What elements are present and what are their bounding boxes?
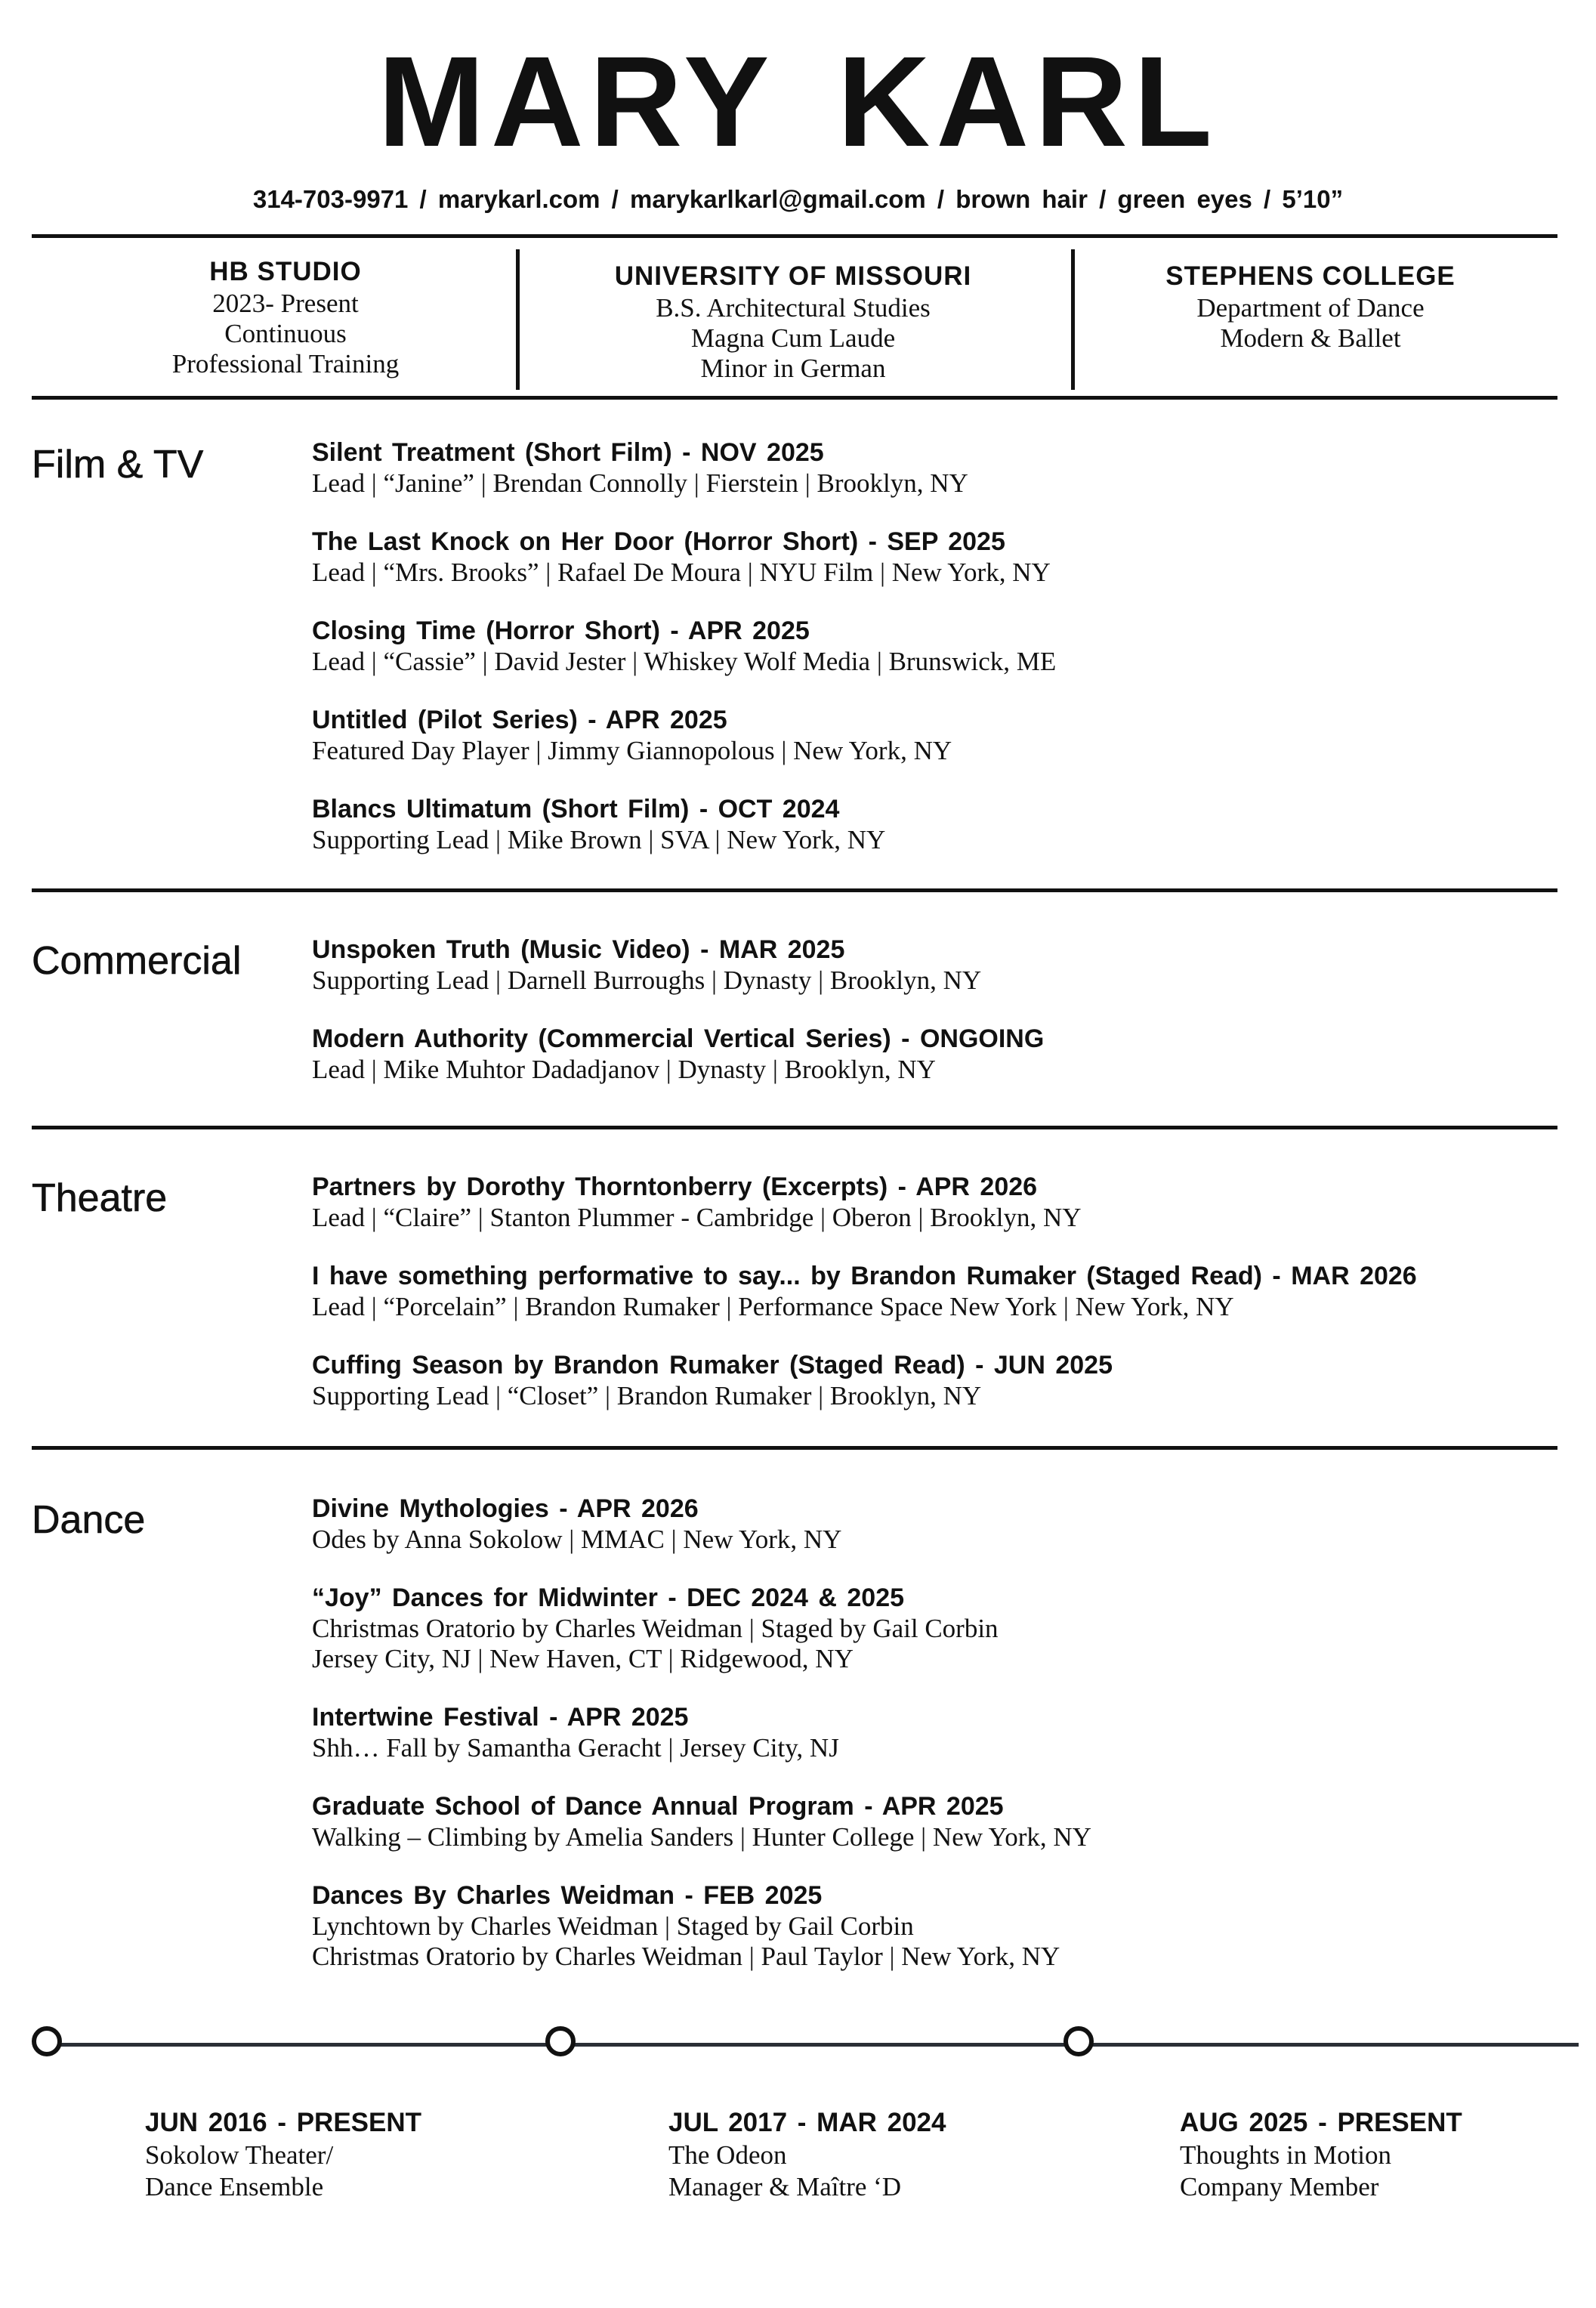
credit-entry xyxy=(312,1493,1581,1555)
credit-details: Supporting Lead | Mike Brown | SVA | New York, NY xyxy=(312,825,886,854)
timeline-detail: Thoughts in Motion xyxy=(1180,2140,1392,2170)
divider xyxy=(32,1126,1557,1129)
credit-entry xyxy=(312,1349,1581,1411)
credit-title: Dances By Charles Weidman - FEB 2025 xyxy=(312,1881,823,1910)
education-line: 2023- Present xyxy=(212,289,359,318)
credit-details: Odes by Anna Sokolow | MMAC | New York, NY xyxy=(312,1525,842,1554)
credit-details: Supporting Lead | Darnell Burroughs | Dynasty | Brooklyn, NY xyxy=(312,966,982,995)
divider xyxy=(32,888,1557,892)
education-title: STEPHENS COLLEGE xyxy=(1165,261,1456,291)
section-label-film-tv: Film & TV xyxy=(32,443,204,487)
education-title: HB STUDIO xyxy=(209,257,362,286)
section-label-dance: Dance xyxy=(32,1498,146,1542)
credit-entry xyxy=(312,793,1581,855)
credit-entry xyxy=(312,1023,1581,1085)
dance-entries xyxy=(312,1493,1581,1999)
timeline-detail: Manager & Maître ‘D xyxy=(668,2172,902,2201)
credit-entry xyxy=(312,1582,1581,1674)
theatre-entries xyxy=(312,1171,1581,1438)
divider xyxy=(32,234,1557,238)
credit-details: Lead | “Cassie” | David Jester | Whiskey Wolf Media | Brunswick, ME xyxy=(312,647,1057,676)
education-line: Minor in German xyxy=(700,354,886,383)
credit-details: Lynchtown by Charles Weidman | Staged by Gail Corbin xyxy=(312,1911,914,1941)
credit-details: Jersey City, NJ | New Haven, CT | Ridgewood, NY xyxy=(312,1644,854,1673)
timeline-node xyxy=(32,2026,62,2056)
credit-title: Divine Mythologies - APR 2026 xyxy=(312,1494,699,1523)
education-university-of-missouri xyxy=(551,260,1035,384)
section-label-commercial: Commercial xyxy=(32,939,242,983)
credit-title: Modern Authority (Commercial Vertical Series) - ONGOING xyxy=(312,1024,1045,1053)
credit-details: Lead | “Porcelain” | Brandon Rumaker | Performance Space New York | New York, NY xyxy=(312,1292,1234,1321)
credit-title: “Joy” Dances for Midwinter - DEC 2024 & 2025 xyxy=(312,1583,905,1612)
timeline-detail: The Odeon xyxy=(668,2140,787,2170)
credit-entry xyxy=(312,1880,1581,1972)
film-tv-entries xyxy=(312,437,1581,882)
timeline-node xyxy=(545,2026,576,2056)
section-label-theatre: Theatre xyxy=(32,1176,168,1220)
credit-entry xyxy=(312,1260,1581,1322)
credit-details: Featured Day Player | Jimmy Giannopolous | New York, NY xyxy=(312,736,952,765)
timeline-date: JUL 2017 - MAR 2024 xyxy=(668,2108,946,2137)
credit-title: Intertwine Festival - APR 2025 xyxy=(312,1703,689,1732)
timeline-detail: Dance Ensemble xyxy=(145,2172,324,2201)
credit-title: Closing Time (Horror Short) - APR 2025 xyxy=(312,616,810,645)
credit-details: Christmas Oratorio by Charles Weidman | Staged by Gail Corbin xyxy=(312,1614,999,1643)
credit-entry xyxy=(312,526,1581,588)
education-stephens-college xyxy=(1069,260,1552,354)
credit-entry xyxy=(312,1790,1581,1852)
timeline-line xyxy=(45,2043,1579,2047)
credit-title: The Last Knock on Her Door (Horror Short) - SEP 2025 xyxy=(312,527,1005,556)
timeline-date: JUN 2016 - PRESENT xyxy=(145,2108,422,2137)
credit-details: Lead | Mike Muhtor Dadadjanov | Dynasty | Brooklyn, NY xyxy=(312,1055,936,1084)
education-line: B.S. Architectural Studies xyxy=(656,293,931,323)
divider xyxy=(32,1446,1557,1450)
credit-details: Lead | “Janine” | Brendan Connolly | Fierstein | Brooklyn, NY xyxy=(312,468,968,498)
credit-title: Graduate School of Dance Annual Program - APR 2025 xyxy=(312,1792,1004,1821)
education-line: Modern & Ballet xyxy=(1220,323,1401,353)
contact-line: 314-703-9971 / marykarl.com / marykarlkarl@gmail.com / brown hair / green eyes / 5’10” xyxy=(252,185,1344,213)
credit-title: Unspoken Truth (Music Video) - MAR 2025 xyxy=(312,935,845,964)
credit-entry xyxy=(312,1171,1581,1233)
credit-entry xyxy=(312,934,1581,996)
credit-details: Christmas Oratorio by Charles Weidman | Paul Taylor | New York, NY xyxy=(312,1942,1060,1971)
credit-entry xyxy=(312,1701,1581,1763)
education-title: UNIVERSITY OF MISSOURI xyxy=(614,261,972,291)
credit-details: Lead | “Claire” | Stanton Plummer - Cambridge | Oberon | Brooklyn, NY xyxy=(312,1203,1082,1232)
education-line: Professional Training xyxy=(171,349,400,378)
resume-name: MARY KARL xyxy=(378,30,1218,174)
timeline-entry xyxy=(668,2106,1091,2203)
education-hb-studio xyxy=(44,255,527,379)
education-line: Magna Cum Laude xyxy=(690,323,896,353)
credit-title: Partners by Dorothy Thorntonberry (Excerpts) - APR 2026 xyxy=(312,1173,1038,1201)
credit-title: I have something performative to say... by Brandon Rumaker (Staged Read) - MAR 2026 xyxy=(312,1262,1417,1290)
commercial-entries xyxy=(312,934,1581,1112)
education-line: Department of Dance xyxy=(1196,293,1425,323)
credit-title: Cuffing Season by Brandon Rumaker (Staged Read) - JUN 2025 xyxy=(312,1351,1113,1380)
timeline-detail: Company Member xyxy=(1180,2172,1379,2201)
credit-title: Blancs Ultimatum (Short Film) - OCT 2024 xyxy=(312,795,840,823)
credit-entry xyxy=(312,615,1581,677)
credit-details: Shh… Fall by Samantha Geracht | Jersey City, NJ xyxy=(312,1733,839,1763)
timeline-node xyxy=(1063,2026,1094,2056)
education-line: Continuous xyxy=(224,319,347,348)
credit-entry xyxy=(312,437,1581,499)
divider xyxy=(32,396,1557,400)
vertical-divider xyxy=(516,249,520,390)
timeline-entry xyxy=(1180,2106,1596,2203)
credit-title: Silent Treatment (Short Film) - NOV 2025 xyxy=(312,438,824,467)
credit-entry xyxy=(312,704,1581,766)
credit-details: Walking – Climbing by Amelia Sanders | Hunter College | New York, NY xyxy=(312,1822,1091,1852)
credit-title: Untitled (Pilot Series) - APR 2025 xyxy=(312,706,727,734)
timeline-detail: Sokolow Theater/ xyxy=(145,2140,334,2170)
credit-details: Lead | “Mrs. Brooks” | Rafael De Moura | NYU Film | New York, NY xyxy=(312,558,1051,587)
credit-details: Supporting Lead | “Closet” | Brandon Rumaker | Brooklyn, NY xyxy=(312,1381,982,1410)
timeline-date: AUG 2025 - PRESENT xyxy=(1180,2108,1462,2137)
timeline-entry xyxy=(145,2106,568,2203)
